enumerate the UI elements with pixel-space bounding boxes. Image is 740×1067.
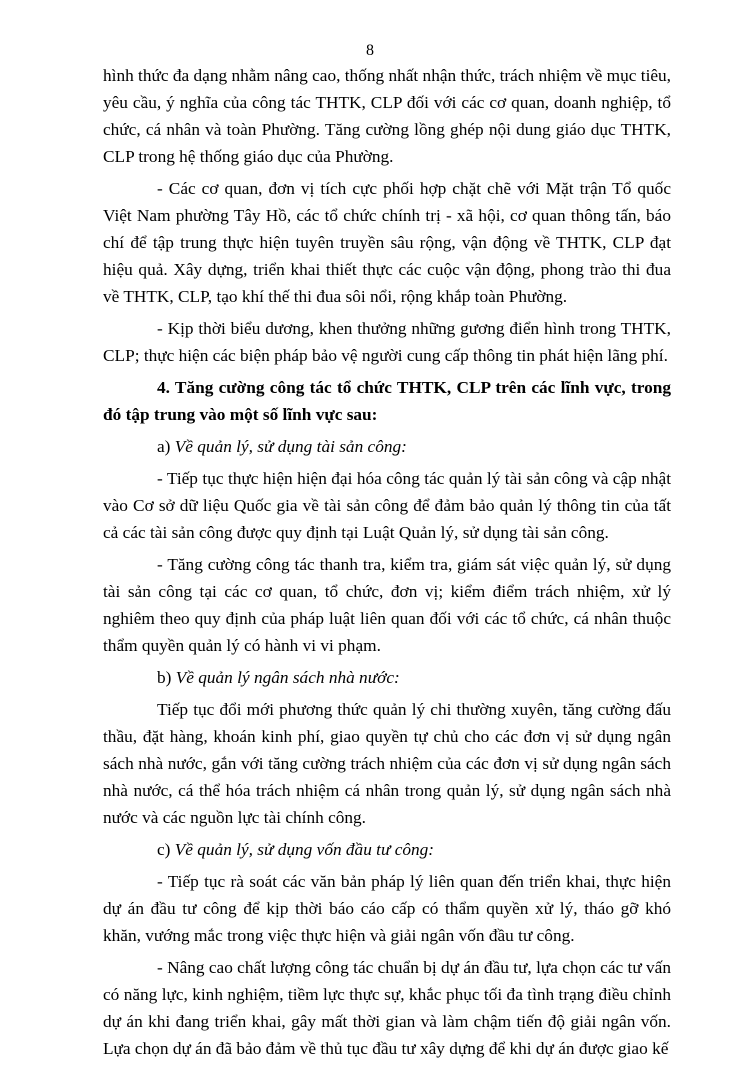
paragraph-investment-quality: - Nâng cao chất lượng công tác chuẩn bị dự án đầu tư, lựa chọn các tư vấn có năng lực, kinh nghiệm, tiềm lực thực sự, khắc phục tối đa tình trạng điều chỉnh dự án khi đang triển khai, gây mất thời gian và làm chậm tiến độ giải ngân vốn. Lựa chọn dự án đã bảo đảm về thủ tục đầu tư xây dựng để khi dự án được giao kế [103,958,671,1058]
paragraph-coordination: - Các cơ quan, đơn vị tích cực phối hợp chặt chẽ với Mặt trận Tổ quốc Việt Nam phường Tây Hồ, các tổ chức chính trị - xã hội, cơ quan thông tấn, báo chí để tập trung thực hiện tuyên truyền sâu rộng, vận động về THTK, CLP đạt hiệu quả. Xây dựng, triển khai thiết thực các cuộc vận động, phong trào thi đua về THTK, CLP, tạo khí thế thi đua sôi nổi, rộng khắp toàn Phường. [103,179,671,306]
subsection-b-label [103,664,671,691]
paragraph-investment-review: - Tiếp tục rà soát các văn bản pháp lý liên quan đến triển khai, thực hiện dự án đầu tư công để kịp thời báo cáo cấp có thẩm quyền xử lý, tháo gỡ khó khăn, vướng mắc trong việc thực hiện và giải ngân vốn đầu tư công. [103,872,671,945]
subsection-c-label [103,836,671,863]
paragraph-budget-management: Tiếp tục đổi mới phương thức quản lý chi thường xuyên, tăng cường đấu thầu, đặt hàng, khoán kinh phí, giao quyền tự chủ cho các đơn vị sử dụng ngân sách nhà nước, gắn với tăng cường trách nhiệm của các đơn vị sử dụng ngân sách nhà nước, cá thể hóa trách nhiệm cá nhân trong quản lý, sử dụng ngân sách nhà nước và các nguồn lực tài chính công. [103,700,671,827]
subsection-a-title: Về quản lý, sử dụng tài sản công: [174,437,407,456]
page-number: 8 [366,42,374,59]
subsection-b-title: Về quản lý ngân sách nhà nước: [175,668,400,687]
paragraph-commendation: - Kịp thời biểu dương, khen thưởng những gương điển hình trong THTK, CLP; thực hiện các biện pháp bảo vệ người cung cấp thông tin phát hiện lãng phí. [103,319,671,365]
subsection-a-label [103,433,671,460]
section-heading-4: 4. Tăng cường công tác tổ chức THTK, CLP trên các lĩnh vực, trong đó tập trung vào một số lĩnh vực sau: [103,378,671,424]
subsection-c-prefix: c) [157,840,175,859]
subsection-c-title: Về quản lý, sử dụng vốn đầu tư công: [174,840,435,859]
subsection-a-prefix: a) [157,437,175,456]
subsection-b-prefix: b) [157,668,176,687]
paragraph-asset-modernization: - Tiếp tục thực hiện hiện đại hóa công tác quản lý tài sản công và cập nhật vào Cơ sở dữ liệu Quốc gia về tài sản công để đảm bảo quản lý thông tin của tất cả các tài sản công được quy định tại Luật Quản lý, sử dụng tài sản công. [103,469,671,542]
paragraph-continuation: hình thức đa dạng nhằm nâng cao, thống nhất nhận thức, trách nhiệm về mục tiêu, yêu cầu, ý nghĩa của công tác THTK, CLP đối với các cơ quan, doanh nghiệp, tổ chức, cá nhân và toàn Phường. Tăng cường lồng ghép nội dung giáo dục THTK, CLP trong hệ thống giáo dục của Phường. [103,66,671,166]
document-body [103,62,671,1067]
paragraph-asset-inspection: - Tăng cường công tác thanh tra, kiểm tra, giám sát việc quản lý, sử dụng tài sản công tại các cơ quan, tổ chức, đơn vị; kiểm điểm trách nhiệm, xử lý nghiêm theo quy định của pháp luật liên quan đối với các tổ chức, cá nhân thuộc thẩm quyền quản lý có hành vi vi phạm. [103,555,671,655]
